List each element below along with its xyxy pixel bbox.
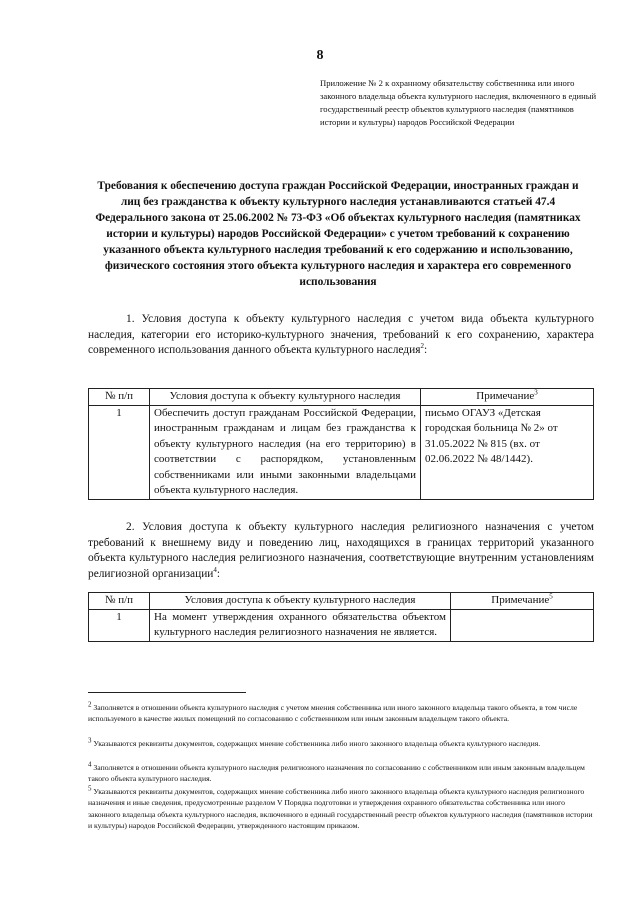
document-title: Требования к обеспечению доступа граждан Российской Федерации, иностранных граждан и лиц без гражданства к объекту культурного наследия устанавливаются статьей 47.4 Федерального закона от 25.06.2002 № 73-ФЗ «Об объектах культурного наследия (памятниках истории и культуры) народов Российской Федерации» с учетом требований к сохранению указанного объекта культурного наследия требований к его содержанию и использованию, физического состояния этого объекта культурного наследия и характера его современного использования	[95, 180, 581, 288]
footnote-number: 4	[88, 760, 92, 769]
footnote-number: 5	[88, 784, 92, 793]
footnote-4	[88, 762, 594, 785]
section-1-text: 1. Условия доступа к объекту культурного наследия с учетом вида объекта культурного наследия, категории его историко-культурного значения, требований к его сохранению, характера современного использования данного объекта культурного наследия	[88, 313, 594, 356]
table-row	[89, 405, 594, 499]
header-note	[451, 593, 594, 610]
row-conditions: Обеспечить доступ гражданам Российской Федерации, иностранным гражданам и лицам без гражданства к объекту культурного наследия (на его территорию) в соответствии с распорядком, установленным собственниками или иными законными владельцами объекта культурного наследия.	[150, 405, 421, 499]
footnote-ref-4: 4	[213, 565, 217, 574]
footnote-ref-2: 2	[420, 342, 424, 351]
footnote-ref-3: 3	[534, 388, 538, 397]
header-conditions: Условия доступа к объекту культурного наследия	[150, 389, 421, 406]
header-note	[421, 389, 594, 406]
page-number: 8	[316, 48, 324, 63]
row-num: 1	[89, 609, 150, 641]
footnote-text: Указываются реквизиты документов, содержащих мнение собственника либо иного законного владельца объекта культурного наследия религиозного назначения и иные сведения, предусмотренные разделом V Порядка подготовки и утверждения охранного обязательства собственника или иного законного владельца объекта культурного наследия, включенного в единый государственный реестр объектов культурного наследия (памятников истории и культуры) народов Российской Федерации, утвержденного настоящим приказом.	[88, 787, 593, 830]
footnote-2	[88, 702, 594, 725]
footnote-5	[88, 786, 594, 831]
section-2-paragraph	[88, 520, 594, 582]
row-note: письмо ОГАУЗ «Детская городская больница № 2» от 31.05.2022 № 815 (вх. от 02.06.2022 № 48/1442).	[421, 405, 594, 499]
table-row	[89, 609, 594, 641]
footnote-text: Указываются реквизиты документов, содержащих мнение собственника либо иного законного владельца объекта культурного наследия.	[93, 739, 541, 748]
footnote-number: 3	[88, 736, 92, 745]
section-1-colon: :	[423, 344, 428, 356]
footnote-text: Заполняется в отношении объекта культурного наследия с учетом мнения собственника или иного законного владельца такого объекта, в том числе используемого в качестве жилых помещений по согласованию с собственником или иным законным владельцем такого объекта.	[88, 703, 578, 724]
header-num: № п/п	[89, 389, 150, 406]
section-1-paragraph	[88, 312, 594, 359]
row-note	[451, 609, 594, 641]
table-header-row	[89, 389, 594, 406]
header-num: № п/п	[89, 593, 150, 610]
table-header-row	[89, 593, 594, 610]
footnote-3	[88, 738, 594, 749]
header-conditions: Условия доступа к объекту культурного наследия	[150, 593, 451, 610]
header-note-label: Примечание	[491, 594, 550, 606]
table-access-conditions	[88, 388, 594, 500]
footnote-separator	[88, 692, 246, 693]
appendix-note: Приложение № 2 к охранному обязательству собственника или иного законного владельца объекта культурного наследия, включенного в единый государственный реестр объектов культурного наследия (памятников истории и культуры) народов Российской Федерации	[320, 78, 597, 127]
footnote-text: Заполняется в отношении объекта культурного наследия религиозного назначения по согласованию с собственником или иным законным владельцем такого объекта культурного наследия.	[88, 763, 585, 784]
footnote-number: 2	[88, 700, 92, 709]
footnote-ref-5: 5	[549, 592, 553, 601]
table-religious-conditions	[88, 592, 594, 642]
section-2-colon: :	[216, 567, 221, 580]
row-conditions: На момент утверждения охранного обязательства объектом культурного наследия религиозного назначения не является.	[150, 609, 451, 641]
section-2-text: 2. Условия доступа к объекту культурного наследия религиозного назначения с учетом требований к внешнему виду и поведению лиц, находящихся в границах территорий указанного объекта культурного наследия религиозного назначения, соответствующие внутренним установлениям религиозной организации	[88, 521, 594, 580]
row-num: 1	[89, 405, 150, 499]
header-note-label: Примечание	[476, 390, 535, 402]
